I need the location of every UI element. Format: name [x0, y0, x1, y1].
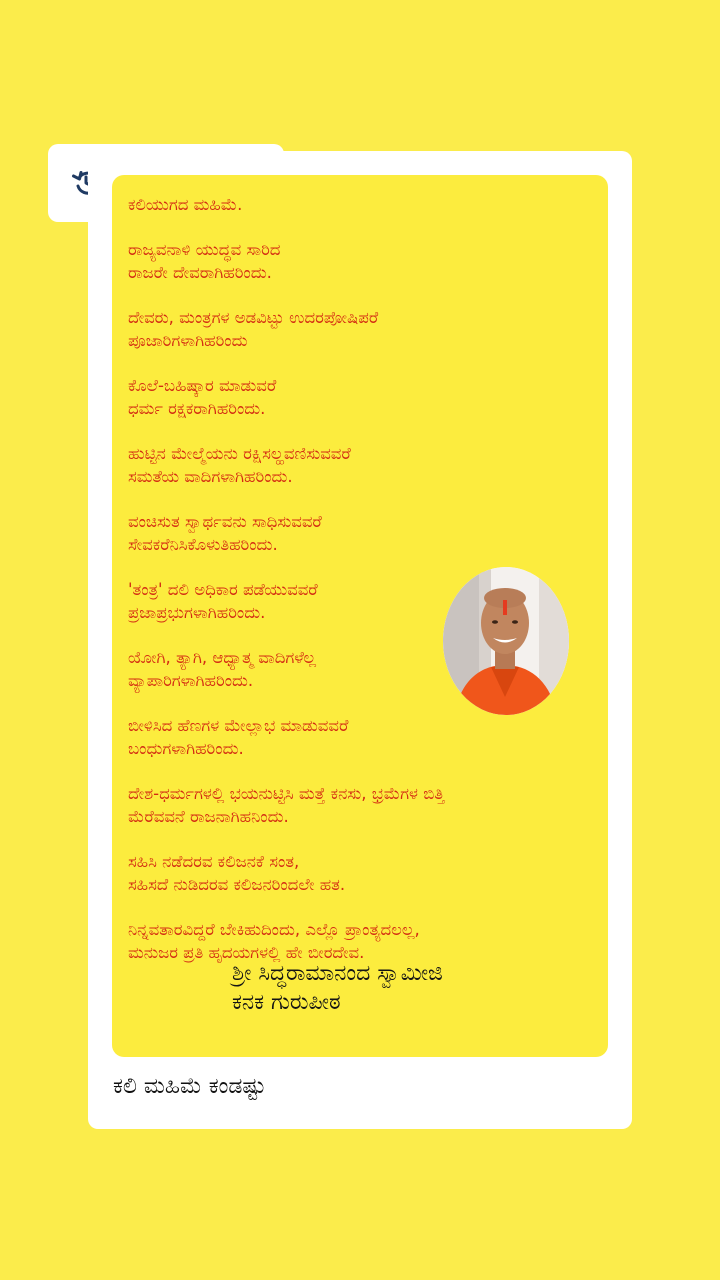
- poem-line: ಸಹಿಸದೆ ನುಡಿದರವ ಕಲಿಜನರಿಂದಲೇ ಹತ.: [128, 875, 346, 894]
- poem-stanza: [128, 374, 588, 420]
- poem-stanza: [128, 782, 588, 828]
- poem-stanza: [128, 442, 588, 488]
- poem-line: ವ್ಯಾಪಾರಿಗಳಾಗಿಹರಿಂದು.: [128, 671, 254, 690]
- poem-line: ದೇವರು, ಮಂತ್ರಗಳ ಅಡವಿಟ್ಟು ಉದರಪೋಷಿಪರೆ: [128, 308, 379, 327]
- poem-line: ಸಮತೆಯ ವಾದಿಗಳಾಗಿಹರಿಂದು.: [128, 467, 293, 486]
- poem-line: ರಾಜರೇ ದೇವರಾಗಿಹರಿಂದು.: [128, 263, 272, 282]
- poem-line: ಕೊಲೆ-ಬಹಿಷ್ಕಾರ ಮಾಡುವರೆ: [128, 376, 277, 395]
- poem-signature: [232, 959, 443, 1017]
- poem-line: ದೇಶ-ಧರ್ಮಗಳಲ್ಲಿ ಭಯನುಟ್ಟಿಸಿ ಮತ್ತೆ ಕನಸು, ಭ್ರಮೆಗಳ ಬಿತ್ತಿ: [128, 784, 445, 803]
- poem-line: ಮೆರೆವವನೆ ರಾಜನಾಗಿಹನಿಂದು.: [128, 807, 289, 826]
- poem-line: ಪೂಜಾರಿಗಳಾಗಿಹರಿಂದು: [128, 331, 248, 350]
- post-caption: ಕಲಿ ಮಹಿಮೆ ಕಂಡಷ್ಟು: [113, 1074, 266, 1099]
- poem-line: ಬಂಧುಗಳಾಗಿಹರಿಂದು.: [128, 739, 244, 758]
- poem-line: ಯೋಗಿ, ತ್ಯಾಗಿ, ಆಧ್ಯಾತ್ಮ ವಾದಿಗಳೆಲ್ಲ: [128, 648, 317, 667]
- poem-line: ಬೀಳಿಸಿದ ಹೆಣಗಳ ಮೇಲ್ಲಾಭ ಮಾಡುವವರೆ: [128, 716, 349, 735]
- signature-place: ಕನಕ ಗುರುಪೀಠ: [232, 990, 341, 1015]
- poem-stanza: [128, 918, 588, 964]
- poem-line: ಸೇವಕರೆನಿಸಿಕೊಳುತಿಹರಿಂದು.: [128, 535, 278, 554]
- signature-name: ಶ್ರೀ ಸಿದ್ಧರಾಮಾನಂದ ಸ್ವಾಮೀಜಿ: [232, 961, 443, 986]
- poem-line: ಮನುಜರ ಪ್ರತಿ ಹೃದಯಗಳಲ್ಲಿ ಹೇ ಬೀರದೇವ.: [128, 943, 365, 962]
- poem-line: ಧರ್ಮ ರಕ್ಷಕರಾಗಿಹರಿಂದು.: [128, 399, 266, 418]
- poem-line: ರಾಜ್ಯವನಾಳಿ ಯುದ್ಧವ ಸಾರಿದ: [128, 240, 281, 259]
- poem-line: ವಂಚಿಸುತ ಸ್ವಾರ್ಥವನು ಸಾಧಿಸುವವರೆ: [128, 512, 322, 531]
- poem-line: ಸಹಿಸಿ ನಡೆದರವ ಕಲಿಜನಕೆ ಸಂತ,: [128, 852, 300, 871]
- poem-line: 'ತಂತ್ರ' ದಲಿ ಅಧಿಕಾರ ಪಡೆಯುವವರೆ: [128, 580, 318, 599]
- poem-stanza: [128, 850, 588, 896]
- poem-title: ಕಲಿಯುಗದ ಮಹಿಮೆ.: [128, 195, 243, 214]
- poem-line: ನಿನ್ನವತಾರವಿದ್ದರೆ ಬೇಕಿಹುದಿಂದು, ಎಲ್ಲೊ ಪ್ರಾಂತ್ಯದಲಲ್ಲ,: [128, 920, 420, 939]
- poem-line: ಪ್ರಜಾಪ್ರಭುಗಳಾಗಿಹರಿಂದು.: [128, 603, 266, 622]
- poem-stanza: [128, 714, 588, 760]
- poem-stanza: [128, 510, 588, 556]
- poem-stanza: [128, 306, 588, 352]
- poem-stanza: [128, 238, 588, 284]
- swamiji-portrait: [443, 567, 569, 715]
- poem-image: [112, 175, 608, 1057]
- poem-line: ಹುಟ್ಟಿನ ಮೇಲ್ಮೆಯನು ರಕ್ಷಿಸಲ್ಹವಣಿಸುವವರೆ: [128, 444, 351, 463]
